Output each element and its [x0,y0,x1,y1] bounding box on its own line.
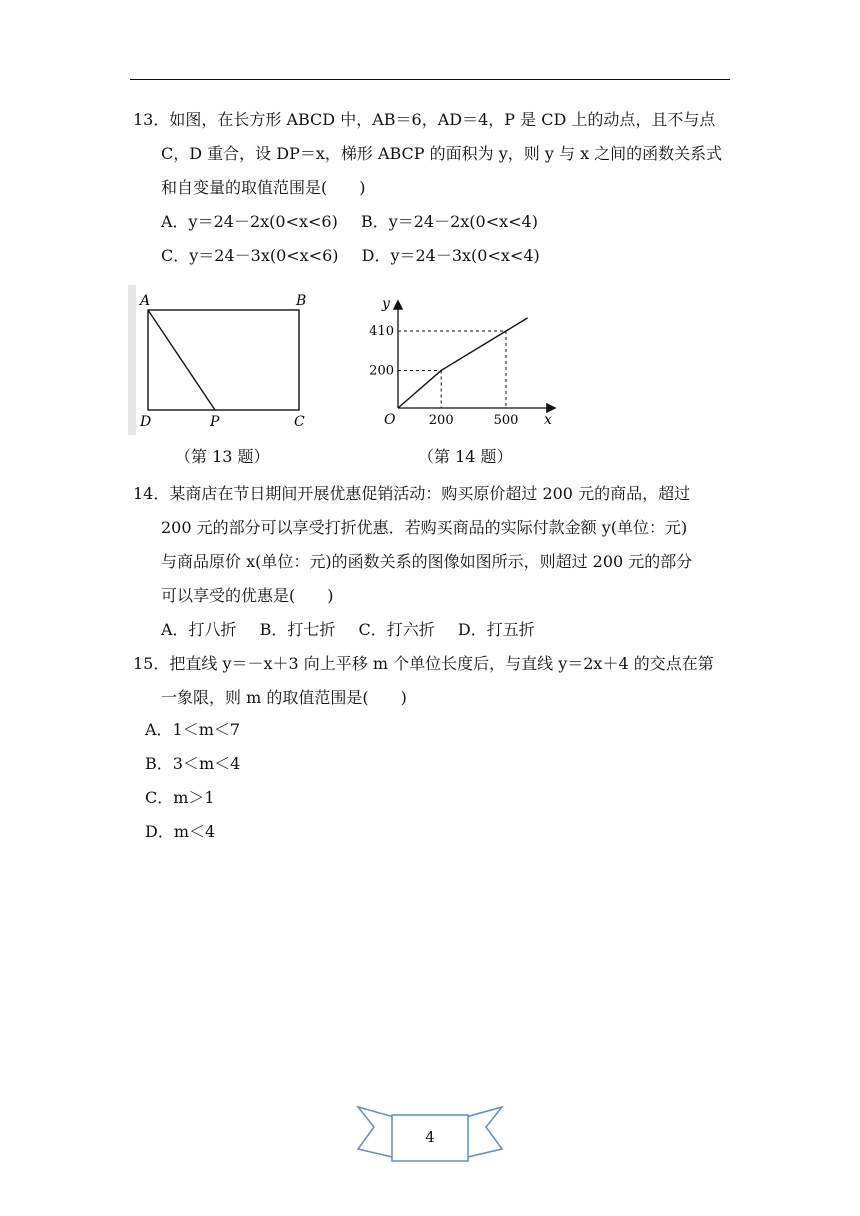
q14-line-4: 可以享受的优惠是( ) [161,586,334,605]
q14-line-3: 与商品原价 x(单位：元)的函数关系的图像如图所示，则超过 200 元的部分 [161,552,693,571]
label-c: C [294,414,305,430]
q14-option-c: C．打六折 [358,620,435,639]
x-tick-label-500: 500 [493,413,519,428]
q13-line-1: 13．如图，在长方形 ABCD 中，AB＝6，AD＝4，P 是 CD 上的动点，且不与点 [133,110,716,129]
q14-line-2: 200 元的部分可以享受打折优惠．若购买商品的实际付款金额 y(单位：元) [161,518,688,537]
y-tick-label-200: 200 [369,363,394,379]
q14-line-1: 14．某商店在节日期间开展优惠促销活动：购买原价超过 200 元的商品，超过 [133,484,691,503]
q14-option-d: D．打五折 [457,620,535,639]
q13-line-3: 和自变量的取值范围是( ) [161,178,366,197]
q13-option-c: C．y＝24－3x(0<x<6) [161,246,339,265]
label-d: D [140,414,152,430]
y-tick-label-410: 410 [369,324,394,339]
q13-option-d: D．y＝24－3x(0<x<4) [361,246,540,265]
q13-option-b: B．y＝24－2x(0<x<4) [360,212,538,231]
q15-option-a: A．1＜m＜7 [145,720,241,739]
x-tick-label-200: 200 [428,413,454,428]
page-number: 4 [425,1128,435,1146]
q15-line-2: 一象限，则 m 的取值范围是( ) [161,688,407,707]
label-p: P [210,414,220,430]
figure-13-caption: （第 13 题） [175,447,270,466]
origin-label: O [384,412,396,428]
q14-option-b: B．打七折 [259,620,336,639]
label-a: A [140,293,151,309]
q15-option-c: C．m＞1 [145,788,215,807]
q15-option-b: B．3＜m＜4 [145,754,241,773]
q13-option-a: A．y＝24－2x(0<x<6) [161,212,338,231]
q15-line-1: 15．把直线 y＝－x＋3 向上平移 m 个单位长度后，与直线 y＝2x＋4 的交点在第 [133,654,714,673]
figure-14-caption: （第 14 题） [418,447,513,466]
q15-option-d: D．m＜4 [145,822,216,841]
q14-option-a: A．打八折 [161,620,237,639]
label-b: B [296,293,307,309]
q13-line-2: C，D 重合，设 DP＝x，梯形 ABCP 的面积为 y，则 y 与 x 之间的函数关系式 [161,144,723,163]
x-axis-label: x [544,412,552,428]
y-axis-label: y [382,296,390,312]
